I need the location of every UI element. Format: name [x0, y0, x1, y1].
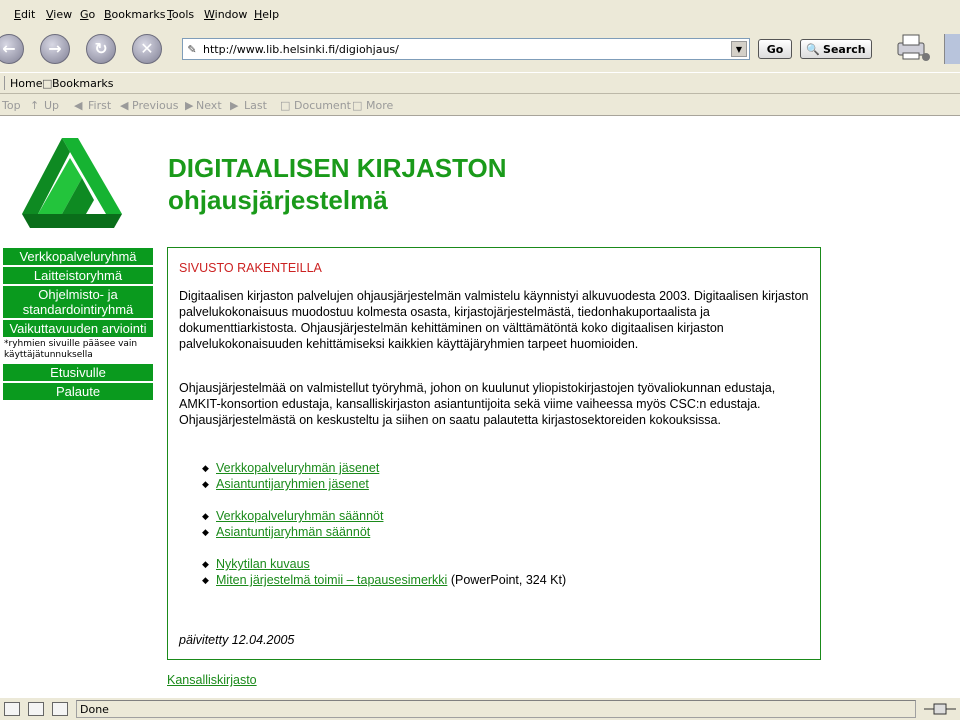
link-nykytilan-kuvaus[interactable]: Nykytilan kuvaus: [216, 557, 310, 571]
search-button[interactable]: [800, 39, 872, 59]
menu-tools[interactable]: Tools: [167, 8, 195, 21]
list-item: [202, 460, 379, 476]
folder-icon: □: [42, 77, 53, 90]
page-icon: ✎: [187, 42, 197, 56]
url-bar[interactable]: [182, 38, 750, 60]
main-content-box: [167, 247, 821, 660]
sitenav-document[interactable]: Document: [294, 99, 351, 112]
link-verkkopalveluryhman-saannot[interactable]: Verkkopalveluryhmän säännöt: [216, 509, 384, 523]
list-item: [202, 524, 370, 540]
menu-window[interactable]: Window: [204, 8, 248, 21]
url-text[interactable]: http://www.lib.helsinki.fi/digiohjaus/: [203, 42, 399, 56]
status-field: [76, 700, 916, 718]
sitenav-top[interactable]: Top: [2, 99, 21, 112]
search-icon: 🔍: [806, 42, 821, 56]
background-paragraph: Ohjausjärjestelmää on valmistellut työryhmä, johon on kuulunut yliopistokirjastojen työvaliokunnan edustaja, AMKIT-konsortion edustaja, kansalliskirjaston asiantuntijoita sekä viime vaiheessa myös CSC:n edustaja. Ohjausjärjestelmästä on keskusteltu ja siihen on saatu palautetta kirjastosektoreiden kokouksissa.: [179, 381, 776, 427]
menu-edit[interactable]: Edit: [14, 8, 36, 21]
sitenav-last[interactable]: Last: [244, 99, 267, 112]
list-item: [202, 508, 383, 524]
link-tapausesimerkki[interactable]: Miten järjestelmä toimii – tapausesimerkki: [216, 573, 448, 587]
link-verkkopalveluryhman-jasenet[interactable]: Verkkopalveluryhmän jäsenet: [216, 461, 380, 475]
file-info: (PowerPoint, 324 Kt): [447, 573, 567, 587]
menu-bookmarks[interactable]: Bookmarks: [104, 8, 166, 21]
url-dropdown-icon[interactable]: ▼: [731, 41, 747, 57]
link-asiantuntijaryhmien-jasenet[interactable]: Asiantuntijaryhmien jäsenet: [216, 477, 369, 491]
connection-icon: [924, 703, 956, 715]
site-title: [168, 152, 507, 216]
previous-icon: ◀: [120, 99, 129, 112]
reload-button[interactable]: [86, 34, 116, 64]
next-icon: ▶: [185, 99, 194, 112]
status-heading: SIVUSTO RAKENTEILLA: [179, 261, 322, 275]
sitenav-previous[interactable]: Previous: [132, 99, 179, 112]
first-icon: ◀: [74, 99, 83, 112]
document-icon: □: [280, 99, 291, 112]
bullet-icon: ◆: [202, 559, 209, 569]
penrose-triangle-logo: [22, 138, 122, 228]
stop-button[interactable]: [132, 34, 162, 64]
list-item: [202, 476, 369, 492]
menu-go[interactable]: Go: [80, 8, 96, 21]
menu-help[interactable]: Help: [254, 8, 280, 21]
back-button[interactable]: [0, 34, 24, 64]
back-arrow-icon: ←: [2, 39, 16, 58]
sitenav-up[interactable]: Up: [44, 99, 60, 112]
bullet-icon: ◆: [202, 575, 209, 585]
nav-vaikuttavuuden-arviointi[interactable]: Vaikuttavuuden arviointi: [3, 320, 153, 337]
bookmarks-link[interactable]: Bookmarks: [52, 77, 114, 90]
throbber-icon: [944, 34, 960, 64]
go-button[interactable]: Go: [758, 39, 792, 59]
site-title-line1: DIGITAALISEN KIRJASTON: [168, 153, 507, 183]
sitenav-next[interactable]: Next: [196, 99, 222, 112]
status-bar: [0, 697, 960, 720]
login-note: *ryhmien sivuille pääsee vain käyttäjätunnuksella: [4, 339, 138, 360]
bullet-icon: ◆: [202, 463, 209, 473]
mail-icon[interactable]: [4, 702, 20, 716]
bullet-icon: ◆: [202, 527, 209, 537]
intro-paragraph: Digitaalisen kirjaston palvelujen ohjausjärjestelmän valmistelu käynnistyi alkuvuodesta 2003. Digitaalisen kirjaston palvelukokonaisuus muodostuu kolmesta osasta, kirjastojärjestelmästä, tiedonhakuportaalista ja dokumenttiarkistosta. Ohjausjärjestelmän kehittäminen on välttämätöntä koko digitaalisen kirjaston palvelukokonaisuuden kehittämiseksi kaikkien käyttäjäryhmien tarpeet huomioiden.: [179, 289, 809, 351]
forward-button[interactable]: [40, 34, 70, 64]
menu-view[interactable]: View: [46, 8, 73, 21]
nav-laitteistoryhma[interactable]: Laitteistoryhmä: [3, 267, 153, 284]
nav-ohjelmisto-ja-standardointiryhma[interactable]: Ohjelmisto- ja standardointiryhmä: [3, 286, 153, 318]
bullet-icon: ◆: [202, 511, 209, 521]
more-icon: □: [352, 99, 363, 112]
last-icon: ▶: [230, 99, 239, 112]
menu-bar: [0, 0, 960, 28]
left-navigation: [3, 248, 153, 402]
forward-arrow-icon: →: [48, 39, 62, 58]
navigation-toolbar: [0, 28, 960, 72]
personal-toolbar: [0, 72, 960, 94]
updated-date: päivitetty 12.04.2005: [179, 633, 295, 647]
nav-palaute[interactable]: Palaute: [3, 383, 153, 400]
status-text: Done: [80, 703, 109, 716]
nav-verkkopalveluryhma[interactable]: Verkkopalveluryhmä: [3, 248, 153, 265]
stop-icon: ✕: [140, 39, 154, 58]
composer-icon[interactable]: [28, 702, 44, 716]
home-link[interactable]: Home: [10, 77, 43, 90]
reload-icon: ↻: [94, 39, 108, 58]
footer-link-kansalliskirjasto[interactable]: Kansalliskirjasto: [167, 673, 257, 687]
list-item: [202, 572, 566, 588]
sitenav-first[interactable]: First: [88, 99, 112, 112]
site-navigation-bar: [0, 94, 960, 116]
link-asiantuntijaryhman-saannot[interactable]: Asiantuntijaryhmän säännöt: [216, 525, 371, 539]
address-book-icon[interactable]: [52, 702, 68, 716]
toolbar-divider: [4, 76, 5, 90]
page-content: [0, 116, 960, 696]
nav-etusivulle[interactable]: Etusivulle: [3, 364, 153, 381]
sitenav-more[interactable]: More: [366, 99, 394, 112]
print-icon[interactable]: [894, 33, 932, 63]
up-arrow-icon: ↑: [30, 99, 40, 112]
list-item: [202, 556, 310, 572]
bullet-icon: ◆: [202, 479, 209, 489]
site-title-line2: ohjausjärjestelmä: [168, 185, 388, 215]
search-button-label: Search: [823, 42, 866, 56]
